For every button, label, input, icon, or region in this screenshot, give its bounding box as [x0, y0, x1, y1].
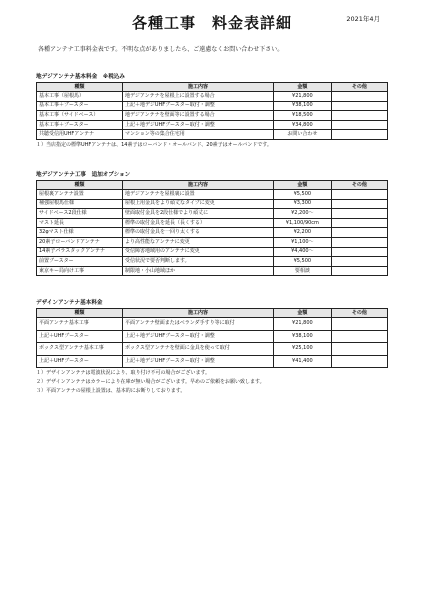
cell-work: 地デジアンテナを屋根上に設置する場合: [122, 92, 273, 102]
cell-type: マスト延長: [37, 218, 123, 228]
table-row: [37, 101, 388, 111]
cell-other: [331, 130, 387, 140]
column-header-type: 種類: [37, 83, 123, 92]
cell-price: ¥5,500: [273, 190, 331, 200]
cell-price: ¥5,500: [273, 257, 331, 267]
intro-text: 各種アンテナ工事料金表です。不明な点がありましたら、ご遠慮なくお問い合わせ下さい。: [38, 46, 284, 53]
price-table: [36, 82, 388, 140]
cell-work: 屋根上用金具をより頑丈なタイプに変更: [122, 199, 273, 209]
cell-work: 標準の取付金具を一回り太くする: [122, 228, 273, 238]
cell-work: 受信障害地域用のアンテナに変更: [122, 247, 273, 257]
cell-type: 上記＋UHFブースター: [37, 330, 123, 343]
cell-price: 要相談: [273, 266, 331, 276]
column-header-price: 金額: [273, 181, 331, 190]
cell-price: ¥21,800: [273, 318, 331, 331]
cell-other: [331, 92, 387, 102]
document-date: 2021年4月: [346, 15, 380, 23]
cell-other: [331, 190, 387, 200]
cell-other: [331, 247, 387, 257]
cell-price: ¥18,500: [273, 111, 331, 121]
cell-price: ¥1,100～: [273, 237, 331, 247]
note-text: ３）平面アンテナの屋根上設置は、基本的にお断りしております。: [36, 388, 186, 394]
section-design-antenna: [36, 298, 388, 395]
cell-price: ¥2,200: [273, 228, 331, 238]
cell-price: ¥34,800: [273, 120, 331, 130]
table-row: [37, 266, 388, 276]
table-header-row: [37, 181, 388, 190]
cell-work: 壁面取付金具を2段仕様でより頑丈に: [122, 209, 273, 219]
cell-other: [331, 343, 387, 356]
cell-other: [331, 199, 387, 209]
cell-work: より高性能なアンテナに変更: [122, 237, 273, 247]
cell-price: ¥38,100: [273, 330, 331, 343]
note-text: １）当店指定の標準UHFアンテナは、14素子はローバンド・オールバンド、20素子はオールバンドです。: [36, 141, 272, 148]
column-header-type: 種類: [37, 309, 123, 318]
cell-other: [331, 237, 387, 247]
cell-work: 平面アンテナ壁面またはベランダ手すり等に取付: [122, 318, 273, 331]
cell-type: 前置ブースター: [37, 257, 123, 267]
column-header-price: 金額: [273, 309, 331, 318]
price-table: [36, 308, 388, 368]
table-header-row: [37, 309, 388, 318]
cell-type: サイドベース2段仕様: [37, 209, 123, 219]
cell-type: 東京キー局向け工事: [37, 266, 123, 276]
section-terrestrial-basic: [36, 72, 388, 149]
cell-work: 地デジアンテナを壁面等に設置する場合: [122, 111, 273, 121]
cell-other: [331, 318, 387, 331]
price-table: [36, 180, 388, 276]
column-header-work: 施工内容: [122, 83, 273, 92]
cell-type: 14素子パラスタックアンテナ: [37, 247, 123, 257]
cell-other: [331, 218, 387, 228]
cell-other: [331, 209, 387, 219]
cell-work: 上記＋地デジUHFブースター取付・調整: [122, 355, 273, 368]
column-header-other: その他: [331, 181, 387, 190]
table-row: [37, 318, 388, 331]
cell-price: ¥25,100: [273, 343, 331, 356]
cell-price: ¥3,300: [273, 199, 331, 209]
cell-price: ¥41,400: [273, 355, 331, 368]
column-header-work: 施工内容: [122, 309, 273, 318]
column-header-work: 施工内容: [122, 181, 273, 190]
table-header-row: [37, 83, 388, 92]
table-row: [37, 199, 388, 209]
cell-type: 屋根裏アンテナ設置: [37, 190, 123, 200]
table-row: [37, 330, 388, 343]
table-row: [37, 209, 388, 219]
cell-price: ¥21,800: [273, 92, 331, 102]
cell-other: [331, 111, 387, 121]
table-row: [37, 237, 388, 247]
cell-type: 基本工事＋ブースター: [37, 120, 123, 130]
cell-type: ボックス型アンテナ基本工事: [37, 343, 123, 356]
cell-work: ボックス型アンテナを壁面に金具を使って取付: [122, 343, 273, 356]
cell-type: 上記＋UHFブースター: [37, 355, 123, 368]
cell-other: [331, 257, 387, 267]
column-header-price: 金額: [273, 83, 331, 92]
table-row: [37, 355, 388, 368]
cell-work: 上記＋地デジUHFブースター取付・調整: [122, 120, 273, 130]
note-text: ２）デザインアンテナはカラーにより在庫が無い場合がございます。早めのご依頼をお願い致します。: [36, 379, 265, 385]
table-row: [37, 190, 388, 200]
section-title: 地デジアンテナ工事 追加オプション: [36, 172, 131, 178]
cell-work: 標準の取付金具を延長（長くする）: [122, 218, 273, 228]
column-header-other: その他: [331, 309, 387, 318]
cell-other: [331, 266, 387, 276]
cell-type: 共聴受信用UHFアンテナ: [37, 130, 123, 140]
table-row: [37, 343, 388, 356]
table-row: [37, 218, 388, 228]
cell-work: 制限地・小山地域ほか: [122, 266, 273, 276]
cell-type: 基本工事（屋根馬）: [37, 92, 123, 102]
cell-type: 32φマスト仕様: [37, 228, 123, 238]
column-header-type: 種類: [37, 181, 123, 190]
table-row: [37, 228, 388, 238]
cell-other: [331, 330, 387, 343]
page-title: 各種工事 料金表詳細: [131, 14, 292, 32]
cell-other: [331, 101, 387, 111]
cell-price: ¥38,100: [273, 101, 331, 111]
cell-price: ¥2,200～: [273, 209, 331, 219]
note-text: １）デザインアンテナは電波状況により、取り付け不可の場合がございます。: [36, 370, 211, 376]
cell-type: 補強屋根馬仕様: [37, 199, 123, 209]
cell-price: ¥4,400～: [273, 247, 331, 257]
table-row: [37, 120, 388, 130]
column-header-other: その他: [331, 83, 387, 92]
section-terrestrial-options: [36, 170, 388, 276]
cell-type: 20素子ローバンドアンテナ: [37, 237, 123, 247]
table-row: [37, 247, 388, 257]
cell-work: 上記＋地デジUHFブースター取付・調整: [122, 330, 273, 343]
table-row: [37, 257, 388, 267]
cell-price: お問い合わせ: [273, 130, 331, 140]
table-row: [37, 111, 388, 121]
cell-other: [331, 228, 387, 238]
cell-other: [331, 120, 387, 130]
section-title: デザインアンテナ基本料金: [36, 300, 103, 306]
table-row: [37, 92, 388, 102]
cell-work: 地デジアンテナを屋根裏に設置: [122, 190, 273, 200]
cell-work: 受信状況で要否判断します。: [122, 257, 273, 267]
cell-type: 基本工事（サイドベース）: [37, 111, 123, 121]
cell-price: ¥1,100/90cm: [273, 218, 331, 228]
cell-work: 上記＋地デジUHFブースター取付・調整: [122, 101, 273, 111]
cell-other: [331, 355, 387, 368]
cell-type: 基本工事＋ブースター: [37, 101, 123, 111]
cell-type: 平面アンテナ基本工事: [37, 318, 123, 331]
table-row: [37, 130, 388, 140]
cell-work: マンション等の集合住宅用: [122, 130, 273, 140]
section-title: 地デジアンテナ基本料金 ※税込み: [36, 74, 126, 80]
